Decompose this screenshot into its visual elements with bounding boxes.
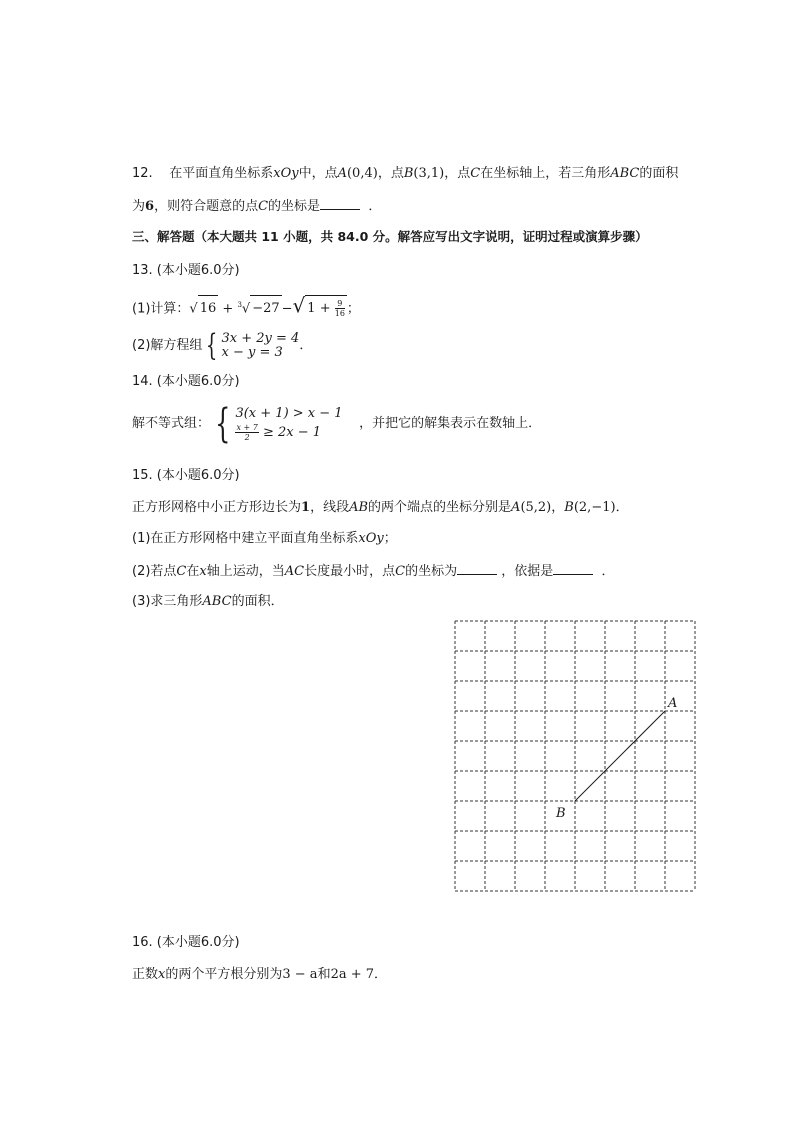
text: ，依据是	[501, 564, 554, 579]
math: ABC	[202, 594, 232, 609]
text: ．	[368, 199, 382, 214]
text: (1)计算：	[132, 301, 190, 317]
text: 正数	[132, 967, 159, 982]
text: 解不等式组：	[132, 416, 211, 431]
text: ，则符合题意的点	[154, 199, 259, 214]
text: ；	[383, 531, 397, 546]
brace: {	[206, 327, 218, 363]
math: (0,4)	[346, 166, 378, 181]
question-number: 12.	[132, 166, 153, 181]
brace: {	[215, 400, 231, 447]
text: ，	[551, 500, 565, 515]
math: 3 − a	[282, 967, 318, 982]
text: ，点	[444, 166, 471, 181]
text: 中，点	[298, 166, 338, 181]
inequality-system	[235, 405, 342, 442]
text: 在坐标轴上，若三角形	[480, 166, 611, 181]
q15-part2	[132, 562, 615, 581]
text: 的两个平方根分别为	[165, 967, 283, 982]
math: xOy	[273, 166, 299, 181]
math: C	[395, 564, 406, 579]
math: (2,−1)	[573, 500, 616, 515]
numerator: 9	[335, 299, 345, 309]
segment-ab	[575, 711, 665, 801]
text: (2)若点	[132, 564, 177, 579]
math: x	[158, 967, 166, 982]
text: ，线段	[310, 500, 350, 515]
math: (5,2)	[520, 500, 552, 515]
equation: x − y = 3	[221, 344, 283, 360]
fraction	[235, 423, 258, 442]
q14-header: 14. (本小题6.0分)	[132, 374, 240, 389]
section-heading: 三、解答题（本大题共 11 小题，共 84.0 分。解答应写出文字说明，证明过程或演算步骤）	[132, 229, 648, 244]
text: 在	[186, 564, 200, 579]
math: (3,1)	[413, 166, 445, 181]
text: 的两个端点的坐标分别是	[368, 500, 512, 515]
math: 1 +	[307, 301, 335, 317]
q16-header: 16. (本小题6.0分)	[132, 935, 240, 950]
q15-part3	[132, 593, 284, 611]
text: 在平面直角坐标系	[169, 166, 274, 181]
math: B	[564, 500, 574, 515]
math: C	[470, 166, 481, 181]
q16-body	[132, 966, 387, 984]
q12-line1	[132, 165, 678, 183]
math	[305, 295, 347, 322]
answer-blank[interactable]	[320, 197, 360, 210]
text: 正方形网格中小正方形边长为	[132, 500, 302, 515]
sqrt-sign: √	[189, 301, 198, 317]
text: ．	[299, 338, 313, 353]
math: x	[199, 564, 207, 579]
text: 的面积	[639, 166, 679, 181]
text: 和	[317, 967, 331, 982]
text: ，点	[377, 166, 404, 181]
sqrt-sign: √	[292, 293, 306, 318]
denominator: 16	[334, 309, 345, 319]
text: 长度最小时，点	[304, 564, 396, 579]
text: ；	[346, 301, 360, 317]
grid-lines	[455, 621, 695, 891]
text: 为	[132, 199, 146, 214]
text: 的面积．	[231, 594, 284, 609]
text: ．	[374, 967, 388, 982]
square-grid-figure	[450, 616, 700, 896]
text: 轴上运动，当	[206, 564, 285, 579]
denominator: 2	[244, 433, 250, 442]
q13-part2	[132, 327, 313, 363]
answer-blank[interactable]	[553, 562, 593, 575]
q13-header: 13. (本小题6.0分)	[132, 263, 240, 278]
text: ，并把它的解集表示在数轴上．	[359, 416, 542, 431]
math: C	[258, 199, 269, 214]
q15-intro	[132, 499, 629, 517]
sqrt-sign: √	[241, 301, 251, 317]
q13-part1	[132, 292, 360, 318]
math: B	[403, 166, 414, 181]
q14-body	[132, 402, 541, 446]
numerator: x + 7	[236, 423, 258, 432]
math: xOy	[358, 531, 384, 546]
q15-part1	[132, 530, 397, 548]
math: A	[511, 500, 521, 515]
math: A	[337, 166, 347, 181]
point-a-label: A	[668, 696, 678, 711]
math: AC	[284, 564, 305, 579]
math: 2a + 7	[330, 967, 375, 982]
math: 1	[301, 500, 311, 515]
q15-header: 15. (本小题6.0分)	[132, 468, 240, 483]
inequality	[235, 423, 342, 442]
fraction	[335, 299, 345, 318]
math: ≥ 2x − 1	[263, 425, 322, 440]
text: 的坐标是	[268, 199, 321, 214]
math: −	[281, 301, 293, 317]
math: ABC	[610, 166, 640, 181]
text: ．	[601, 564, 615, 579]
math: +	[218, 301, 238, 317]
text: ．	[615, 500, 629, 515]
inequality: 3(x + 1) > x − 1	[235, 406, 343, 421]
text: 的坐标为	[405, 564, 458, 579]
q12-line2	[132, 197, 381, 216]
text: (1)在正方形网格中建立平面直角坐标系	[132, 531, 359, 546]
point-b-label: B	[556, 806, 566, 821]
equation-system	[222, 332, 300, 360]
math: 3	[237, 301, 242, 309]
math: −27	[250, 295, 281, 322]
math: 16	[198, 295, 219, 322]
math: C	[176, 564, 187, 579]
math: AB	[349, 500, 369, 515]
answer-blank[interactable]	[457, 562, 497, 575]
text: (3)求三角形	[132, 594, 203, 609]
equation: 3x + 2y = 4	[221, 330, 300, 346]
text: (2)解方程组	[132, 338, 203, 353]
math: 6	[145, 199, 155, 214]
